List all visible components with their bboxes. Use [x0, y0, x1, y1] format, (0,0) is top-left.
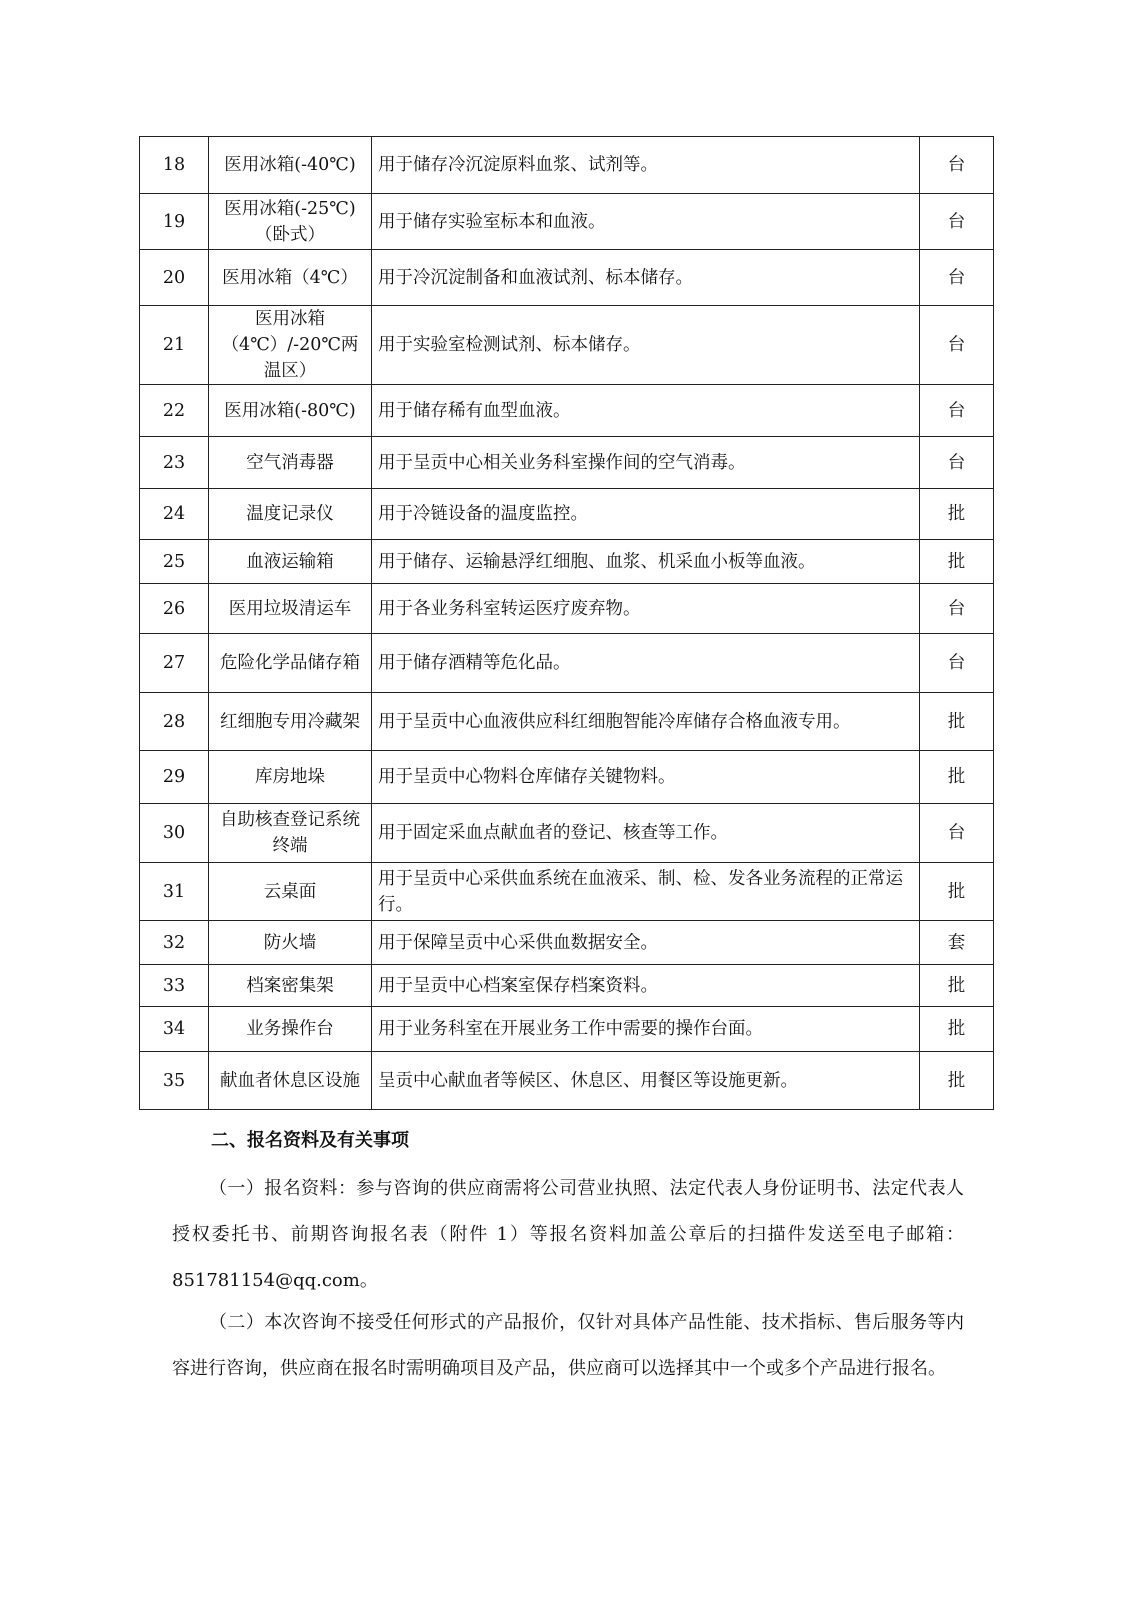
- item-unit-cell: 批: [920, 489, 994, 540]
- item-number-cell: 28: [140, 693, 209, 751]
- item-name-cell: 血液运输箱: [209, 540, 372, 584]
- item-unit-cell: 台: [920, 137, 994, 194]
- item-name-cell: 医用冰箱(-80℃): [209, 385, 372, 437]
- item-name-cell: 医用冰箱（4℃）: [209, 250, 372, 306]
- item-unit-cell: 批: [920, 965, 994, 1007]
- equipment-table-body: [140, 137, 994, 1110]
- item-name-cell: 档案密集架: [209, 965, 372, 1007]
- table-row: [140, 385, 994, 437]
- item-unit-cell: 批: [920, 1007, 994, 1052]
- item-unit-cell: 台: [920, 306, 994, 385]
- table-row: [140, 634, 994, 693]
- item-number-cell: 31: [140, 863, 209, 921]
- item-use-cell: 用于固定采血点献血者的登记、核查等工作。: [372, 804, 920, 863]
- item-use-cell: 用于冷链设备的温度监控。: [372, 489, 920, 540]
- equipment-table: [139, 136, 994, 1110]
- item-number-cell: 23: [140, 437, 209, 489]
- item-number-cell: 32: [140, 921, 209, 965]
- table-row: [140, 540, 994, 584]
- item-use-cell: 用于储存实验室标本和血液。: [372, 194, 920, 250]
- item-number-cell: 19: [140, 194, 209, 250]
- item-name-cell: 空气消毒器: [209, 437, 372, 489]
- item-use-cell: 用于保障呈贡中心采供血数据安全。: [372, 921, 920, 965]
- item-number-cell: 29: [140, 751, 209, 804]
- item-unit-cell: 批: [920, 751, 994, 804]
- item-name-cell: 医用冰箱（4℃）/-20℃两温区）: [209, 306, 372, 385]
- table-row: [140, 437, 994, 489]
- table-row: [140, 804, 994, 863]
- item-use-cell: 用于呈贡中心相关业务科室操作间的空气消毒。: [372, 437, 920, 489]
- item-number-cell: 33: [140, 965, 209, 1007]
- item-use-cell: 用于储存、运输悬浮红细胞、血浆、机采血小板等血液。: [372, 540, 920, 584]
- table-row: [140, 1052, 994, 1110]
- table-row: [140, 693, 994, 751]
- item-use-cell: 呈贡中心献血者等候区、休息区、用餐区等设施更新。: [372, 1052, 920, 1110]
- item-use-cell: 用于呈贡中心档案室保存档案资料。: [372, 965, 920, 1007]
- item-use-cell: 用于储存酒精等危化品。: [372, 634, 920, 693]
- item-use-cell: 用于各业务科室转运医疗废弃物。: [372, 584, 920, 634]
- item-number-cell: 18: [140, 137, 209, 194]
- paragraph-consultation-scope: （二）本次咨询不接受任何形式的产品报价，仅针对具体产品性能、技术指标、售后服务等内容进行咨询，供应商在报名时需明确项目及产品，供应商可以选择其中一个或多个产品进行报名。: [172, 1312, 964, 1379]
- item-use-cell: 用于冷沉淀制备和血液试剂、标本储存。: [372, 250, 920, 306]
- table-row: [140, 306, 994, 385]
- section-heading: 二、报名资料及有关事项: [211, 1130, 409, 1151]
- table-row: [140, 194, 994, 250]
- table-row: [140, 751, 994, 804]
- item-number-cell: 27: [140, 634, 209, 693]
- item-unit-cell: 台: [920, 385, 994, 437]
- item-unit-cell: 批: [920, 1052, 994, 1110]
- item-number-cell: 21: [140, 306, 209, 385]
- item-name-cell: 红细胞专用冷藏架: [209, 693, 372, 751]
- item-unit-cell: 台: [920, 194, 994, 250]
- item-name-cell: 自助核查登记系统终端: [209, 804, 372, 863]
- item-number-cell: 34: [140, 1007, 209, 1052]
- item-name-cell: 云桌面: [209, 863, 372, 921]
- item-number-cell: 24: [140, 489, 209, 540]
- item-number-cell: 25: [140, 540, 209, 584]
- item-number-cell: 35: [140, 1052, 209, 1110]
- item-use-cell: 用于业务科室在开展业务工作中需要的操作台面。: [372, 1007, 920, 1052]
- item-unit-cell: 批: [920, 540, 994, 584]
- item-number-cell: 20: [140, 250, 209, 306]
- item-number-cell: 26: [140, 584, 209, 634]
- table-row: [140, 250, 994, 306]
- item-use-cell: 用于实验室检测试剂、标本储存。: [372, 306, 920, 385]
- item-use-cell: 用于呈贡中心血液供应科红细胞智能冷库储存合格血液专用。: [372, 693, 920, 751]
- item-use-cell: 用于储存稀有血型血液。: [372, 385, 920, 437]
- item-name-cell: 医用垃圾清运车: [209, 584, 372, 634]
- table-row: [140, 863, 994, 921]
- item-unit-cell: 批: [920, 863, 994, 921]
- item-unit-cell: 台: [920, 634, 994, 693]
- item-unit-cell: 台: [920, 437, 994, 489]
- item-name-cell: 防火墙: [209, 921, 372, 965]
- table-row: [140, 584, 994, 634]
- item-use-cell: 用于储存冷沉淀原料血浆、试剂等。: [372, 137, 920, 194]
- item-unit-cell: 台: [920, 250, 994, 306]
- item-name-cell: 温度记录仪: [209, 489, 372, 540]
- item-number-cell: 30: [140, 804, 209, 863]
- item-unit-cell: 台: [920, 804, 994, 863]
- table-row: [140, 137, 994, 194]
- item-unit-cell: 台: [920, 584, 994, 634]
- item-name-cell: 献血者休息区设施: [209, 1052, 372, 1110]
- item-use-cell: 用于呈贡中心物料仓库储存关键物料。: [372, 751, 920, 804]
- item-use-cell: 用于呈贡中心采供血系统在血液采、制、检、发各业务流程的正常运行。: [372, 863, 920, 921]
- item-name-cell: 库房地垛: [209, 751, 372, 804]
- table-row: [140, 921, 994, 965]
- item-number-cell: 22: [140, 385, 209, 437]
- item-name-cell: 业务操作台: [209, 1007, 372, 1052]
- table-row: [140, 489, 994, 540]
- table-row: [140, 965, 994, 1007]
- item-name-cell: 危险化学品储存箱: [209, 634, 372, 693]
- item-name-cell: 医用冰箱(-25℃)（卧式）: [209, 194, 372, 250]
- item-unit-cell: 批: [920, 693, 994, 751]
- item-unit-cell: 套: [920, 921, 994, 965]
- table-row: [140, 1007, 994, 1052]
- paragraph-registration-materials: （一）报名资料：参与咨询的供应商需将公司营业执照、法定代表人身份证明书、法定代表人授权委托书、前期咨询报名表（附件 1）等报名资料加盖公章后的扫描件发送至电子邮箱：851781154@qq.com。: [172, 1178, 964, 1291]
- item-name-cell: 医用冰箱(-40℃): [209, 137, 372, 194]
